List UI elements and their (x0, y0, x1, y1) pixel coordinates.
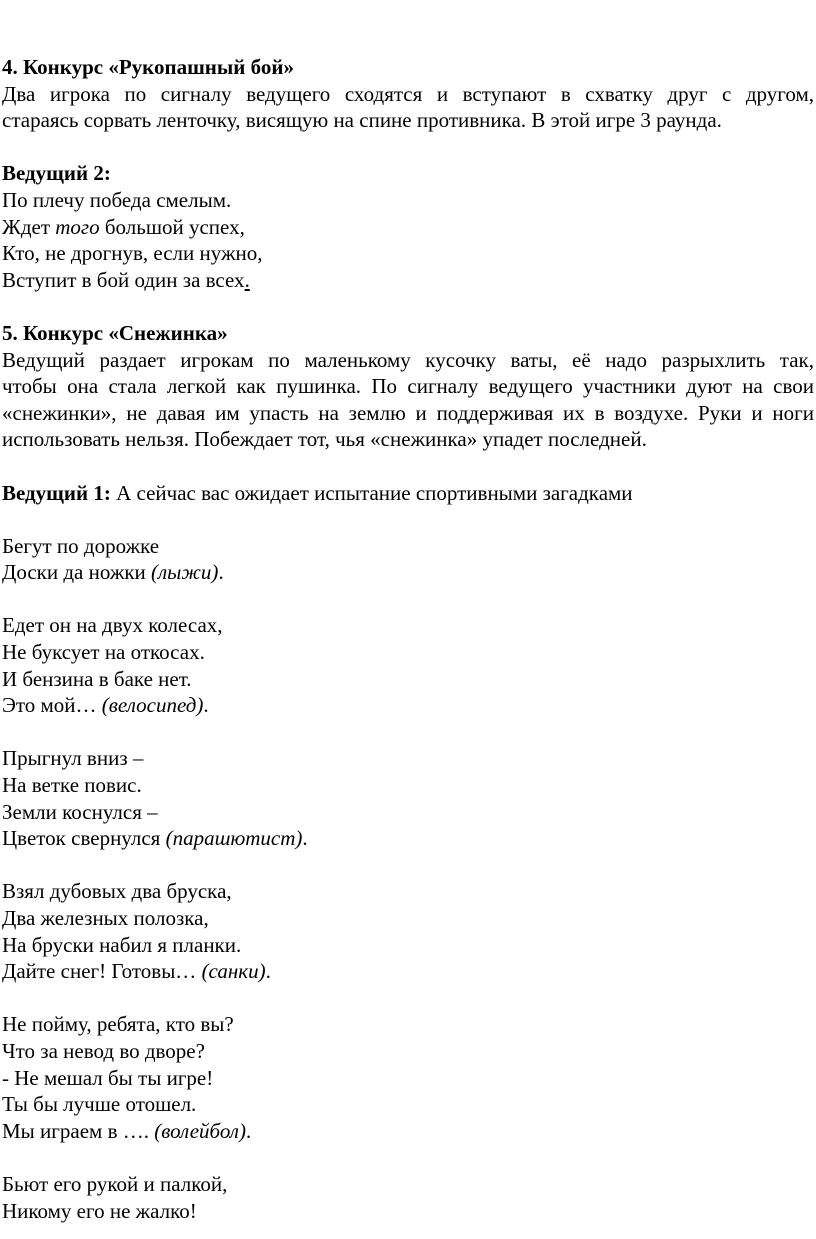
riddle-line: Дайте снег! Готовы… (санки). (2, 959, 271, 984)
riddle-line: Два железных полозка, (2, 906, 209, 930)
poem-line: Ждет того большой успех, (2, 214, 245, 239)
poem-line: Вступит в бой один за всех. (2, 267, 250, 292)
riddle-line: И бензина в баке нет. (2, 666, 192, 691)
poem-line: Кто, не дрогнув, если нужно, (2, 241, 263, 266)
document-body (2, 54, 814, 1224)
riddle-line: На бруски набил я планки. (2, 932, 242, 957)
contest-4-text-line: стараясь сорвать ленточку, висящую на спине противника. В этой игре 3 раунда. (2, 108, 722, 133)
contest-4-text-line: Два игрока по сигналу ведущего сходятся и вступают в схватку друг с другом, (2, 81, 814, 106)
riddle-line: Ты бы лучше отошел. (2, 1092, 197, 1117)
riddle-line: Доски да ножки (лыжи). (2, 560, 224, 585)
riddle-line: Прыгнул вниз – (2, 746, 144, 771)
riddle-line: Едет он на двух колесах, (2, 613, 223, 638)
riddle-line: Земли коснулся – (2, 799, 158, 824)
riddle-line: Что за невод во дворе? (2, 1038, 205, 1063)
poem-line: По плечу победа смелым. (2, 187, 232, 212)
contest-5-text-line: «снежинки», не давая им упасть на землю и поддерживая их в воздухе. Руки и ноги (2, 400, 814, 425)
riddle-line: Взял дубовых два бруска, (2, 879, 232, 904)
riddle-answer: (санки) (201, 959, 266, 984)
riddle-line: - Не мешал бы ты игре! (2, 1065, 214, 1090)
contest-5-text-line: использовать нельзя. Побеждает тот, чья «снежинка» упадет последней. (2, 427, 647, 452)
riddle-line: Цветок свернулся (парашютист). (2, 826, 308, 851)
riddle-line: Не буксует на откосах. (2, 640, 205, 665)
riddle-answer: (парашютист) (165, 826, 303, 851)
riddle-line: Мы играем в …. (волейбол). (2, 1118, 252, 1143)
riddle-line: На ветке повис. (2, 773, 142, 798)
riddle-line: Никому его не жалко! (2, 1198, 197, 1223)
contest-5-text-line: чтобы она стала легкой как пушинка. По сигналу ведущего участники дуют на свои (2, 374, 814, 399)
contest-4-heading: 4. Конкурс «Рукопашный бой» (2, 55, 294, 79)
riddle-answer: (лыжи) (151, 560, 219, 585)
riddle-answer: (велосипед) (101, 693, 204, 718)
host-1-intro: Ведущий 1: А сейчас вас ожидает испытание спортивными загадками (2, 480, 633, 505)
riddle-answer: (волейбол) (154, 1118, 246, 1143)
contest-5-heading: 5. Конкурс «Снежинка» (2, 320, 228, 345)
riddle-line: Это мой… (велосипед). (2, 693, 209, 718)
contest-5-text-line: Ведущий раздает игрокам по маленькому кусочку ваты, её надо разрыхлить так, (2, 347, 814, 372)
riddle-line: Бегут по дорожке (2, 533, 160, 558)
riddle-line: Бьют его рукой и палкой, (2, 1171, 228, 1196)
riddle-line: Не пойму, ребята, кто вы? (2, 1012, 234, 1037)
host-2-label: Ведущий 2: (2, 161, 111, 186)
